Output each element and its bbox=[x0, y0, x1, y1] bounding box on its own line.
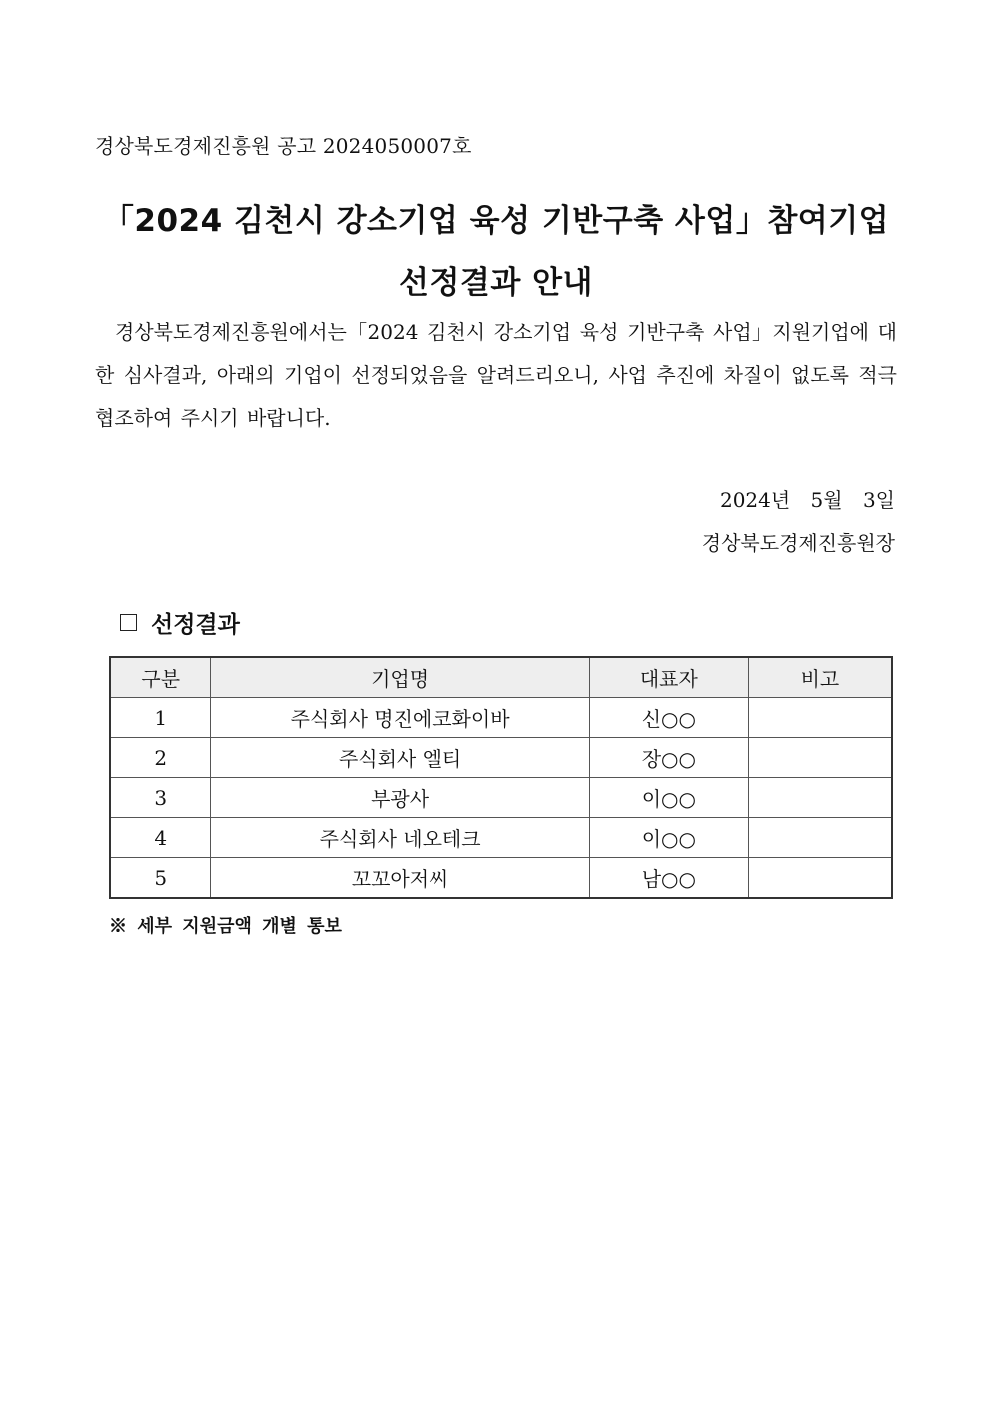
page-title-line-2: 선정결과 안내 bbox=[399, 265, 593, 301]
cell-note bbox=[748, 778, 892, 818]
cell-note bbox=[748, 818, 892, 858]
cell-company-name: 주식회사 네오테크 bbox=[211, 818, 589, 858]
cell-number: 3 bbox=[110, 778, 211, 818]
cell-note bbox=[748, 858, 892, 899]
cell-number: 5 bbox=[110, 858, 211, 899]
announcement-date: 2024년 5월 3일 bbox=[719, 488, 895, 512]
section-heading-label: 선정결과 bbox=[151, 611, 240, 638]
header-representative: 대표자 bbox=[589, 657, 748, 698]
header-note: 비고 bbox=[748, 657, 892, 698]
notice-number: 경상북도경제진흥원 공고 2024050007호 bbox=[95, 134, 472, 158]
cell-company-name: 주식회사 명진에코화이바 bbox=[211, 698, 589, 738]
table-header-row bbox=[110, 657, 892, 698]
cell-representative: 신○○ bbox=[589, 698, 748, 738]
cell-note bbox=[748, 738, 892, 778]
cell-company-name: 꼬꼬아저씨 bbox=[211, 858, 589, 899]
table-row bbox=[110, 738, 892, 778]
table-row bbox=[110, 698, 892, 738]
header-company-name: 기업명 bbox=[211, 657, 589, 698]
cell-company-name: 부광사 bbox=[211, 778, 589, 818]
cell-number: 1 bbox=[110, 698, 211, 738]
checkbox-icon bbox=[120, 614, 137, 631]
table-row bbox=[110, 858, 892, 899]
cell-number: 2 bbox=[110, 738, 211, 778]
cell-number: 4 bbox=[110, 818, 211, 858]
table-row bbox=[110, 778, 892, 818]
page-title-line-1: 「2024 김천시 강소기업 육성 기반구축 사업」참여기업 bbox=[102, 203, 890, 239]
cell-company-name: 주식회사 엘티 bbox=[211, 738, 589, 778]
results-table bbox=[109, 656, 893, 899]
cell-note bbox=[748, 698, 892, 738]
cell-representative: 이○○ bbox=[589, 818, 748, 858]
table-row bbox=[110, 818, 892, 858]
footnote: ※ 세부 지원금액 개별 통보 bbox=[109, 916, 342, 937]
issuer-name: 경상북도경제진흥원장 bbox=[701, 531, 895, 555]
cell-representative: 장○○ bbox=[589, 738, 748, 778]
header-category: 구분 bbox=[110, 657, 211, 698]
cell-representative: 남○○ bbox=[589, 858, 748, 899]
announcement-paragraph: 경상북도경제진흥원에서는「2024 김천시 강소기업 육성 기반구축 사업」지원기업에 대한 심사결과, 아래의 기업이 선정되었음을 알려드리오니, 사업 추진에 차질이 없도록 적극 협조하여 주시기 바랍니다. bbox=[95, 320, 897, 430]
section-heading bbox=[120, 606, 240, 639]
cell-representative: 이○○ bbox=[589, 778, 748, 818]
